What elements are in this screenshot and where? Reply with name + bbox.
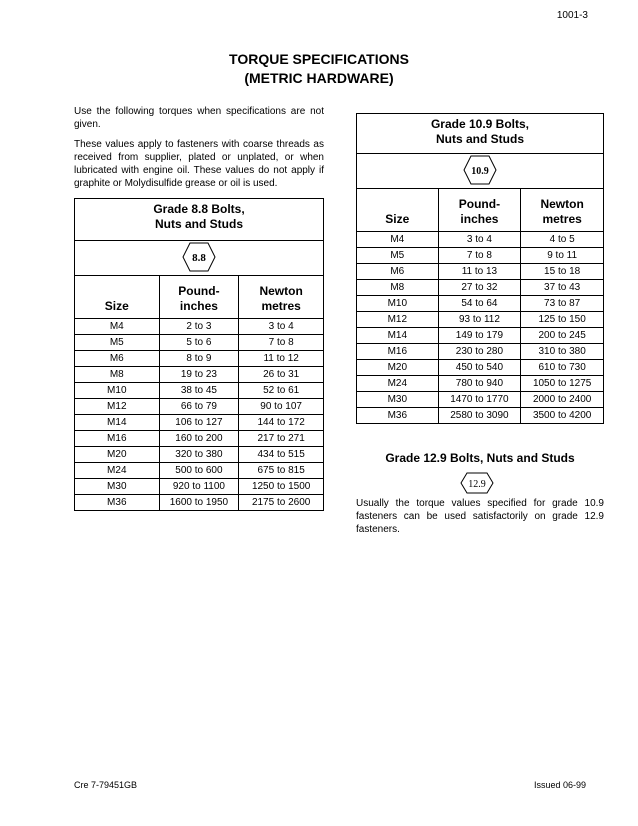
col-newton-metres-line-2: metres: [542, 212, 582, 226]
size-cell: M4: [357, 232, 439, 248]
title-line-2: (METRIC HARDWARE): [244, 70, 394, 86]
col-pound-inches-header: [438, 189, 521, 232]
newton-metres-cell: 434 to 515: [239, 447, 324, 463]
size-cell: M16: [357, 344, 439, 360]
size-cell: M16: [75, 431, 160, 447]
pound-inches-cell: 66 to 79: [159, 399, 239, 415]
grade-10-9-rows: [357, 232, 604, 424]
grade-10-9-hex-icon: [463, 155, 497, 185]
table-row: [357, 232, 604, 248]
newton-metres-cell: 15 to 18: [521, 264, 604, 280]
pound-inches-cell: 1470 to 1770: [438, 392, 521, 408]
newton-metres-cell: 52 to 61: [239, 383, 324, 399]
table-row: [75, 463, 324, 479]
newton-metres-cell: 144 to 172: [239, 415, 324, 431]
grade-8-8-hex-cell: [75, 241, 324, 276]
size-cell: M24: [357, 376, 439, 392]
newton-metres-cell: 1050 to 1275: [521, 376, 604, 392]
size-cell: M30: [75, 479, 160, 495]
table-row: [357, 392, 604, 408]
grade-8-8-hex-icon: [182, 242, 216, 272]
grade-8-8-rows: [75, 319, 324, 511]
pound-inches-cell: 19 to 23: [159, 367, 239, 383]
grade-10-9-hex-cell: [357, 154, 604, 189]
grade-10-9-table: [356, 113, 604, 424]
size-cell: M24: [75, 463, 160, 479]
pound-inches-cell: 11 to 13: [438, 264, 521, 280]
table-row: [75, 351, 324, 367]
newton-metres-cell: 11 to 12: [239, 351, 324, 367]
footer-issue-date: Issued 06-99: [533, 780, 586, 790]
table-row: [75, 447, 324, 463]
pound-inches-cell: 450 to 540: [438, 360, 521, 376]
grade-12-9-hex-icon: [460, 472, 494, 494]
table-row: [75, 415, 324, 431]
grade-8-8-hex-label: 8.8: [192, 251, 206, 264]
table-row: [357, 264, 604, 280]
pound-inches-cell: 38 to 45: [159, 383, 239, 399]
size-cell: M14: [75, 415, 160, 431]
size-cell: M5: [75, 335, 160, 351]
table-row: [75, 383, 324, 399]
newton-metres-cell: 9 to 11: [521, 248, 604, 264]
pound-inches-cell: 500 to 600: [159, 463, 239, 479]
grade-12-9-hex-label: 12.9: [468, 479, 486, 490]
newton-metres-cell: 310 to 380: [521, 344, 604, 360]
pound-inches-cell: 160 to 200: [159, 431, 239, 447]
grade-10-9-title: [357, 114, 604, 154]
newton-metres-cell: 26 to 31: [239, 367, 324, 383]
pound-inches-cell: 106 to 127: [159, 415, 239, 431]
table-row: [357, 344, 604, 360]
pound-inches-cell: 920 to 1100: [159, 479, 239, 495]
newton-metres-cell: 37 to 43: [521, 280, 604, 296]
table-row: [357, 328, 604, 344]
size-cell: M10: [357, 296, 439, 312]
pound-inches-cell: 2580 to 3090: [438, 408, 521, 424]
col-newton-metres-header: [239, 276, 324, 319]
col-size-header: Size: [75, 276, 160, 319]
size-cell: M20: [75, 447, 160, 463]
table-row: [75, 479, 324, 495]
col-newton-metres-header: [521, 189, 604, 232]
grade-12-9-note: Usually the torque values specified for grade 10.9 fasteners can be used satisfactorily on grade 12.9 fasteners.: [356, 498, 604, 535]
pound-inches-cell: 3 to 4: [438, 232, 521, 248]
pound-inches-cell: 320 to 380: [159, 447, 239, 463]
pound-inches-cell: 149 to 179: [438, 328, 521, 344]
pound-inches-cell: 1600 to 1950: [159, 495, 239, 511]
size-cell: M12: [75, 399, 160, 415]
size-cell: M12: [357, 312, 439, 328]
newton-metres-cell: 1250 to 1500: [239, 479, 324, 495]
col-newton-metres-line-1: Newton: [259, 284, 303, 298]
newton-metres-cell: 7 to 8: [239, 335, 324, 351]
col-pound-inches-line-1: Pound-: [178, 284, 220, 298]
intro-paragraph-2: These values apply to fasteners with coarse threads as received from supplier, plated or unplated, or when lubricated with engine oil. These values do not apply if graphite or Molydisulfide grease or oil is used.: [74, 139, 324, 189]
pound-inches-cell: 5 to 6: [159, 335, 239, 351]
page-title: [0, 50, 638, 88]
newton-metres-cell: 2000 to 2400: [521, 392, 604, 408]
pound-inches-cell: 54 to 64: [438, 296, 521, 312]
newton-metres-cell: 610 to 730: [521, 360, 604, 376]
size-cell: M36: [75, 495, 160, 511]
grade-8-8-table: [74, 198, 324, 511]
size-cell: M30: [357, 392, 439, 408]
size-cell: M36: [357, 408, 439, 424]
newton-metres-cell: 90 to 107: [239, 399, 324, 415]
col-size-header: Size: [357, 189, 439, 232]
grade-10-9-title-line-1: Grade 10.9 Bolts,: [430, 117, 530, 131]
title-line-1: TORQUE SPECIFICATIONS: [229, 51, 409, 67]
table-row: [75, 335, 324, 351]
size-cell: M8: [357, 280, 439, 296]
footer-document-code: Cre 7-79451GB: [74, 780, 138, 790]
table-row: [75, 399, 324, 415]
table-row: [357, 296, 604, 312]
table-row: [75, 431, 324, 447]
newton-metres-cell: 675 to 815: [239, 463, 324, 479]
table-row: [357, 408, 604, 424]
size-cell: M8: [75, 367, 160, 383]
size-cell: M6: [75, 351, 160, 367]
size-cell: M6: [357, 264, 439, 280]
newton-metres-cell: 4 to 5: [521, 232, 604, 248]
table-row: [75, 495, 324, 511]
pound-inches-cell: 8 to 9: [159, 351, 239, 367]
newton-metres-cell: 200 to 245: [521, 328, 604, 344]
grade-10-9-hex-label: 10.9: [471, 165, 489, 177]
table-row: [357, 360, 604, 376]
pound-inches-cell: 230 to 280: [438, 344, 521, 360]
grade-10-9-title-line-2: Nuts and Studs: [435, 132, 524, 146]
grade-12-9-title: Grade 12.9 Bolts, Nuts and Studs: [385, 451, 575, 465]
grade-8-8-title-line-2: Nuts and Studs: [154, 217, 243, 231]
newton-metres-cell: 2175 to 2600: [239, 495, 324, 511]
newton-metres-cell: 3 to 4: [239, 319, 324, 335]
table-row: [75, 367, 324, 383]
grade-8-8-title: [75, 199, 324, 241]
table-row: [75, 319, 324, 335]
grade-8-8-title-line-1: Grade 8.8 Bolts,: [153, 202, 245, 216]
pound-inches-cell: 27 to 32: [438, 280, 521, 296]
size-cell: M4: [75, 319, 160, 335]
table-row: [357, 312, 604, 328]
col-pound-inches-line-1: Pound-: [458, 197, 501, 211]
table-row: [357, 248, 604, 264]
newton-metres-cell: 125 to 150: [521, 312, 604, 328]
col-pound-inches-header: [159, 276, 239, 319]
size-cell: M10: [75, 383, 160, 399]
pound-inches-cell: 2 to 3: [159, 319, 239, 335]
newton-metres-cell: 217 to 271: [239, 431, 324, 447]
size-cell: M14: [357, 328, 439, 344]
newton-metres-cell: 3500 to 4200: [521, 408, 604, 424]
table-row: [357, 376, 604, 392]
pound-inches-cell: 93 to 112: [438, 312, 521, 328]
col-newton-metres-line-2: metres: [261, 299, 301, 313]
size-cell: M20: [357, 360, 439, 376]
col-newton-metres-line-1: Newton: [540, 197, 584, 211]
col-pound-inches-line-2: inches: [460, 212, 499, 226]
pound-inches-cell: 7 to 8: [438, 248, 521, 264]
size-cell: M5: [357, 248, 439, 264]
page-number: 1001-3: [556, 10, 588, 21]
newton-metres-cell: 73 to 87: [521, 296, 604, 312]
pound-inches-cell: 780 to 940: [438, 376, 521, 392]
intro-text: [74, 105, 324, 197]
intro-paragraph-1: Use the following torques when specifications are not given.: [74, 106, 324, 130]
col-pound-inches-line-2: inches: [179, 299, 218, 313]
table-row: [357, 280, 604, 296]
